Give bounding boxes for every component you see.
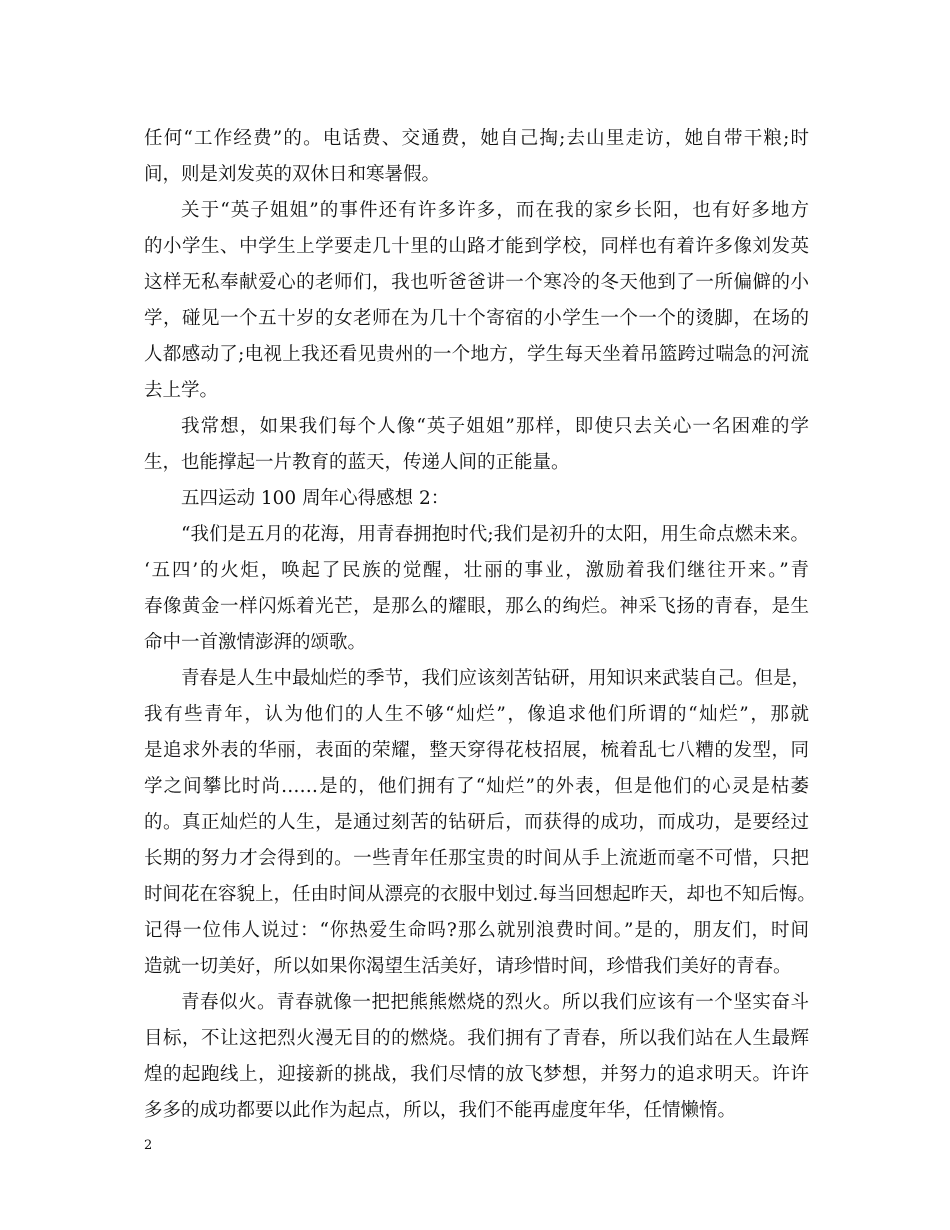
text-line: 任何“工作经费”的。电话费、交通费，她自己掏;去山里走访，她自带干粮;时 <box>144 128 809 149</box>
body-text <box>144 121 816 1129</box>
text-line: 学，碰见一个五十岁的女老师在为几十个寄宿的小学生一个一个的烫脚，在场的 <box>144 308 809 329</box>
text-line: 青春似火。青春就像一把把熊熊燃烧的烈火。所以我们应该有一个坚实奋斗 <box>181 992 809 1013</box>
text-line: 煌的起跑线上，迎接新的挑战，我们尽情的放飞梦想，并努力的追求明天。许许 <box>144 1064 809 1085</box>
text-line: 关于“英子姐姐”的事件还有许多许多，而在我的家乡长阳，也有好多地方 <box>181 200 809 221</box>
text-line: 多多的成功都要以此作为起点，所以，我们不能再虚度年华，任情懒惰。 <box>144 1100 737 1121</box>
text-line: 是追求外表的华丽，表面的荣耀，整天穿得花枝招展，梳着乱七八糟的发型，同 <box>144 740 809 761</box>
text-line: 这样无私奉献爱心的老师们，我也听爸爸讲一个寒冷的冬天他到了一所偏僻的小 <box>144 272 809 293</box>
text-line: 我常想，如果我们每个人像“英子姐姐”那样，即使只去关心一名困难的学 <box>181 416 809 437</box>
text-line: 生，也能撑起一片教育的蓝天，传递人间的正能量。 <box>144 452 570 473</box>
text-line: ‘五四’的火炬，唤起了民族的觉醒，壮丽的事业，激励着我们继往开来。”青 <box>144 560 809 581</box>
text-line: 五四运动 100 周年心得感想 2： <box>181 488 450 509</box>
text-line: “我们是五月的花海，用青春拥抱时代;我们是初升的太阳，用生命点燃未来。 <box>181 524 809 545</box>
text-line: 长期的努力才会得到的。一些青年任那宝贵的时间从手上流逝而毫不可惜，只把 <box>144 848 809 869</box>
text-line: 目标，不让这把烈火漫无目的的燃烧。我们拥有了青春，所以我们站在人生最辉 <box>144 1028 809 1049</box>
text-line: 记得一位伟人说过：“你热爱生命吗?那么就别浪费时间。”是的，朋友们，时间 <box>144 920 809 941</box>
text-line: 人都感动了;电视上我还看见贵州的一个地方，学生每天坐着吊篮跨过喘急的河流 <box>144 344 809 365</box>
text-line: 去上学。 <box>144 380 219 401</box>
text-line: 我有些青年，认为他们的人生不够“灿烂”，像追求他们所谓的“灿烂”，那就 <box>144 704 809 725</box>
text-line: 学之间攀比时尚……是的，他们拥有了“灿烂”的外表，但是他们的心灵是枯萎 <box>144 776 809 797</box>
text-line: 青春是人生中最灿烂的季节，我们应该刻苦钻研，用知识来武装自己。但是， <box>181 668 811 689</box>
text-line: 命中一首激情澎湃的颂歌。 <box>144 632 367 653</box>
text-line: 时间花在容貌上，任由时间从漂亮的衣服中划过.每当回想起昨天，却也不知后悔。 <box>144 884 816 905</box>
text-line: 造就一切美好，所以如果你渴望生活美好，请珍惜时间，珍惜我们美好的青春。 <box>144 956 792 977</box>
text-line: 春像黄金一样闪烁着光芒，是那么的耀眼，那么的绚烂。神采飞扬的青春，是生 <box>144 596 809 617</box>
text-line: 间，则是刘发英的双休日和寒暑假。 <box>144 164 441 185</box>
text-line: 的。真正灿烂的人生，是通过刻苦的钻研后，而获得的成功，而成功，是要经过 <box>144 812 809 833</box>
page-number: 2 <box>144 1138 153 1153</box>
text-line: 的小学生、中学生上学要走几十里的山路才能到学校，同样也有着许多像刘发英 <box>144 236 809 257</box>
